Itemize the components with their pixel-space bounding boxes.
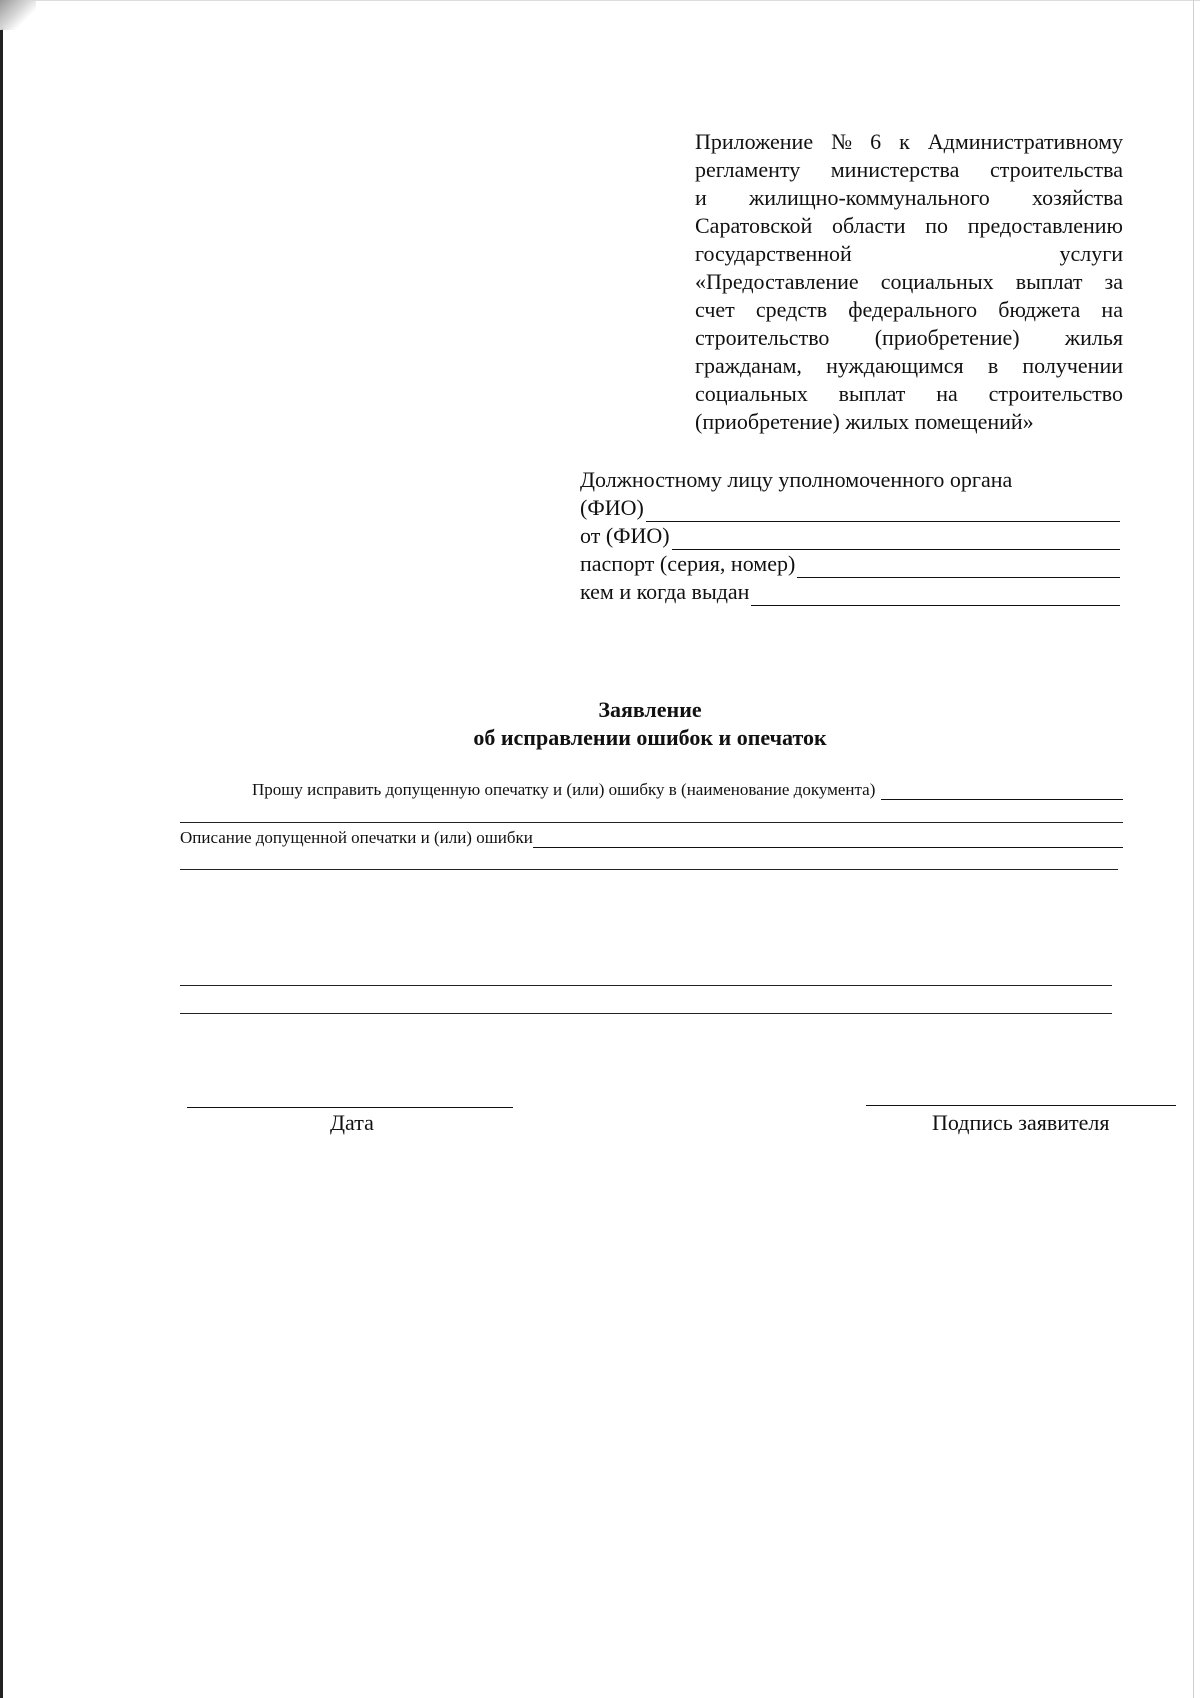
from-blank-line[interactable] [672, 527, 1120, 550]
word: Административному [927, 129, 1123, 154]
issued-label: кем и когда выдан [580, 579, 750, 604]
signature-label: Подпись заявителя [932, 1110, 1110, 1135]
word: строительства [989, 157, 1123, 182]
blank-line[interactable] [180, 1013, 1112, 1014]
signature-blank-line[interactable] [866, 1105, 1176, 1106]
appendix-line [695, 268, 1123, 296]
date-blank-line[interactable] [187, 1107, 513, 1108]
word: средств [755, 297, 828, 322]
passport-blank-line[interactable] [797, 555, 1120, 578]
word: федерального [848, 297, 978, 322]
appendix-line [695, 184, 1123, 212]
blank-line[interactable] [180, 985, 1112, 986]
fio-blank-line[interactable] [646, 499, 1120, 522]
appendix-last-line: (приобретение) жилых помещений» [695, 409, 1034, 434]
addressee-passport-field [580, 550, 1120, 578]
word: жилья [1064, 325, 1123, 350]
passport-label: паспорт (серия, номер) [580, 551, 796, 576]
word: 6 [870, 129, 882, 154]
scan-right-edge [1193, 0, 1194, 1698]
addressee-fio-field [580, 494, 1120, 522]
word: услуги [1059, 241, 1123, 266]
word: и [695, 185, 707, 210]
word: строительство [695, 325, 830, 350]
word: Приложение [695, 129, 814, 154]
scan-corner-artifact [0, 0, 36, 30]
request-continuation-line[interactable] [180, 822, 1123, 823]
word: выплат [1015, 269, 1083, 294]
description-label: Описание допущенной опечатки и (или) ошибки [180, 828, 533, 847]
addressee-issued-field [580, 578, 1120, 606]
word: области [832, 213, 906, 238]
addressee-title: Должностному лицу уполномоченного органа [580, 467, 1013, 492]
issued-blank-line[interactable] [751, 583, 1120, 606]
word: предоставлению [967, 213, 1123, 238]
appendix-line [695, 240, 1123, 268]
word: к [899, 129, 910, 154]
appendix-line [695, 212, 1123, 240]
word: в [987, 353, 999, 378]
fio-label: (ФИО) [580, 495, 644, 520]
word: счет [695, 297, 735, 322]
date-label: Дата [330, 1110, 374, 1135]
word: министерства [830, 157, 960, 182]
word: хозяйства [1031, 185, 1123, 210]
document-title [0, 696, 1200, 752]
appendix-line [695, 352, 1123, 380]
appendix-line [695, 324, 1123, 352]
word: нуждающимся [826, 353, 964, 378]
word: по [925, 213, 949, 238]
word: (приобретение) [874, 325, 1020, 350]
title-line-1: Заявление [598, 697, 702, 722]
appendix-line [695, 296, 1123, 324]
addressee-from-field [580, 522, 1120, 550]
word: получении [1022, 353, 1123, 378]
word: строительство [988, 381, 1123, 406]
word: № [831, 129, 853, 154]
appendix-header [695, 128, 1123, 436]
word: социальных [695, 381, 808, 406]
appendix-line [695, 128, 1123, 156]
word: социальных [880, 269, 994, 294]
request-field [180, 780, 1123, 800]
title-line-2: об исправлении ошибок и опечаток [473, 725, 827, 750]
word: регламенту [695, 157, 801, 182]
description-field [180, 828, 1123, 848]
document-name-blank-line[interactable] [881, 782, 1123, 800]
description-continuation-line[interactable] [180, 869, 1118, 870]
addressee-block [580, 466, 1120, 606]
word: жилищно-коммунального [749, 185, 990, 210]
word: выплат [838, 381, 906, 406]
word: гражданам, [695, 353, 802, 378]
scan-top-edge [0, 0, 1200, 1]
word: «Предоставление [695, 269, 859, 294]
word: государственной [695, 241, 852, 266]
word: бюджета [998, 297, 1081, 322]
scan-left-edge [0, 0, 3, 1698]
word: Саратовской [695, 213, 813, 238]
word: за [1104, 269, 1123, 294]
word: на [936, 381, 958, 406]
description-blank-line[interactable] [533, 830, 1123, 848]
word: на [1101, 297, 1123, 322]
request-text: Прошу исправить допущенную опечатку и (или) ошибку в (наименование документа) [252, 780, 876, 799]
from-label: от (ФИО) [580, 523, 670, 548]
appendix-line [695, 380, 1123, 408]
appendix-line [695, 156, 1123, 184]
